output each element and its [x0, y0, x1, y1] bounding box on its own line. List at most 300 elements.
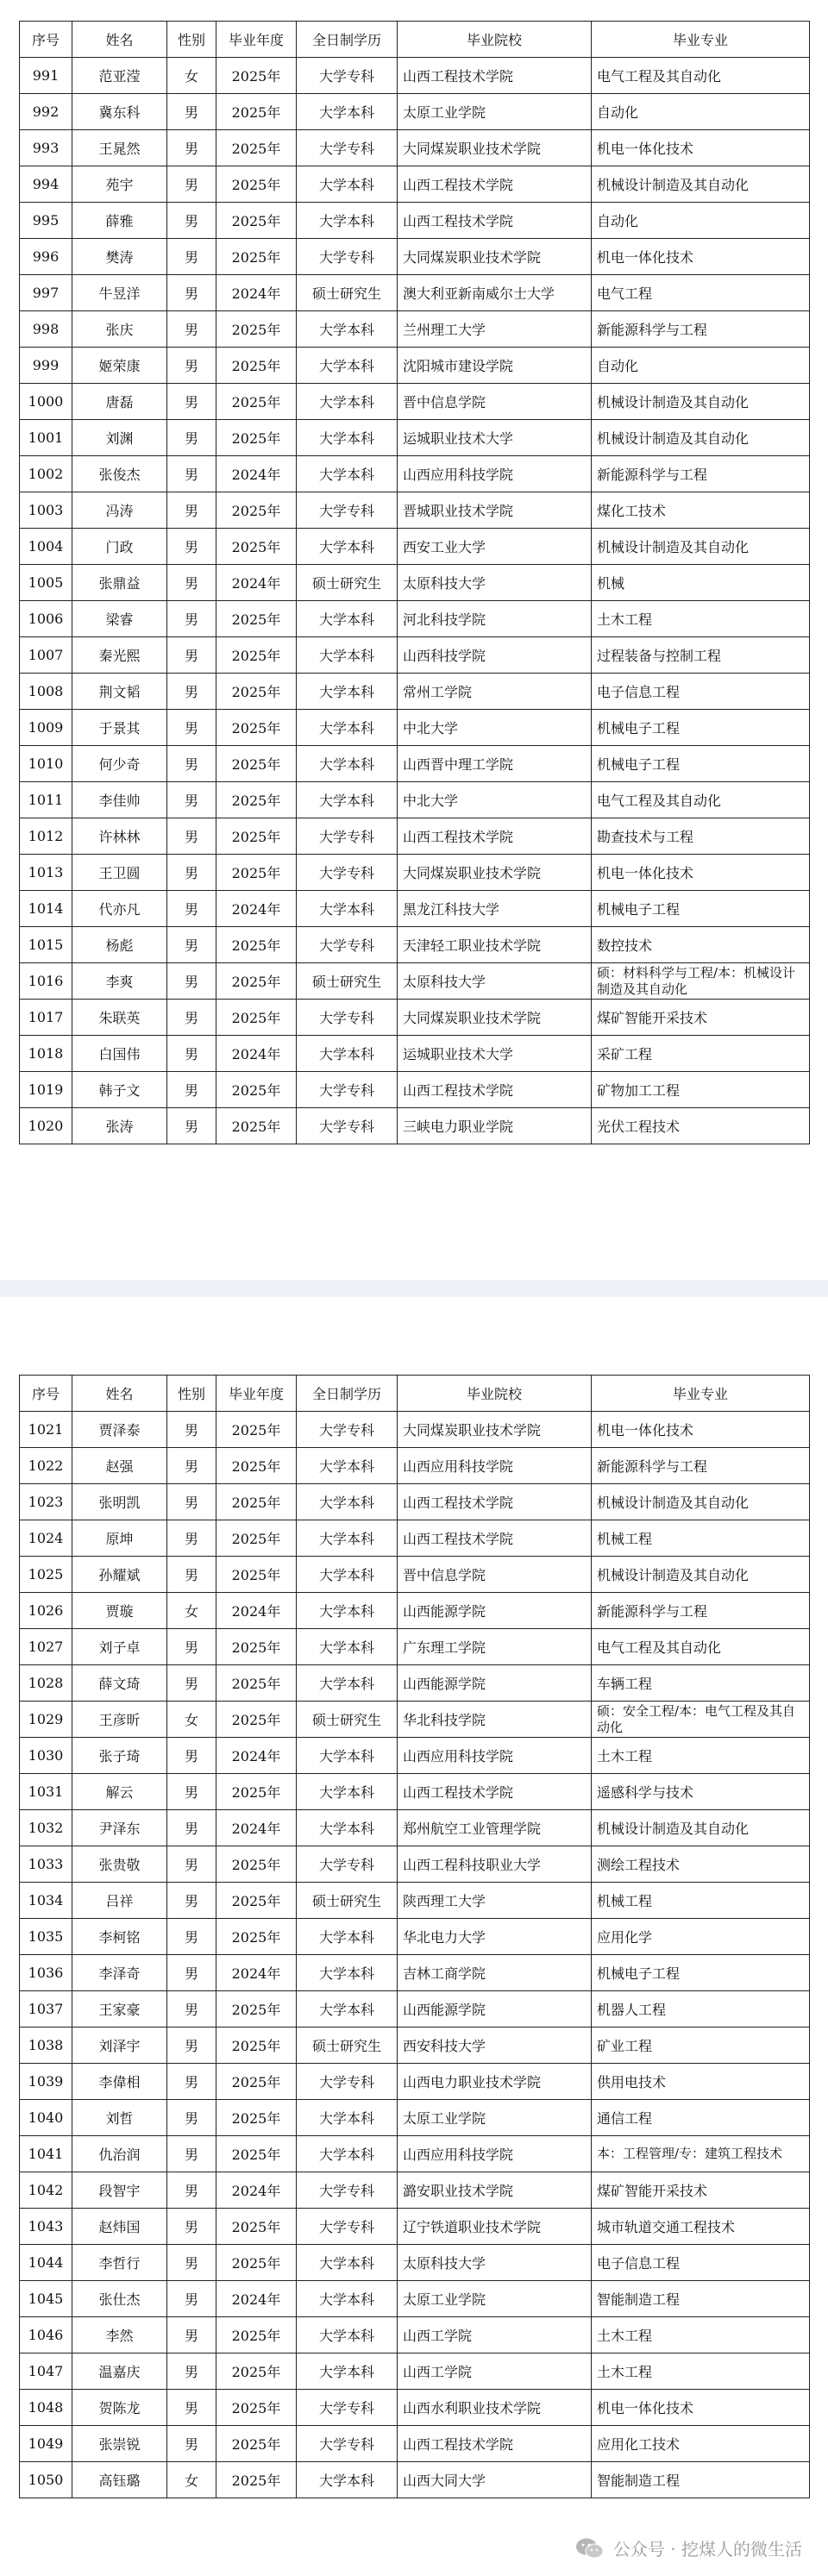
header-gender: 性别	[167, 1376, 216, 1412]
table-row	[20, 2390, 810, 2426]
header-degree: 全日制学历	[297, 1376, 398, 1412]
year-cell: 2024年	[216, 1955, 297, 1991]
table-row	[20, 1000, 810, 1036]
gender-cell: 男	[167, 2209, 216, 2245]
major-cell: 电子信息工程	[592, 674, 810, 710]
name-cell: 赵强	[72, 1448, 167, 1484]
seq-cell: 1005	[20, 565, 72, 601]
table-row	[20, 2172, 810, 2209]
seq-cell: 1023	[20, 1484, 72, 1520]
degree-cell: 大学本科	[297, 746, 398, 782]
major-cell: 电气工程及其自动化	[592, 58, 810, 94]
degree-cell: 大学本科	[297, 1738, 398, 1774]
name-cell: 门政	[72, 529, 167, 565]
gender-cell: 男	[167, 1955, 216, 1991]
major-cell: 土木工程	[592, 2317, 810, 2353]
gender-cell: 男	[167, 1520, 216, 1557]
name-cell: 赵炜国	[72, 2209, 167, 2245]
school-cell: 山西能源学院	[398, 1593, 592, 1629]
degree-cell: 大学本科	[297, 2353, 398, 2390]
name-cell: 杨彪	[72, 927, 167, 963]
major-cell: 新能源科学与工程	[592, 1448, 810, 1484]
seq-cell: 1010	[20, 746, 72, 782]
table-row	[20, 1629, 810, 1665]
degree-cell: 大学本科	[297, 2245, 398, 2281]
header-gender: 性别	[167, 22, 216, 58]
table-row	[20, 1883, 810, 1919]
major-cell: 自动化	[592, 348, 810, 384]
page-2	[0, 1297, 828, 2576]
seq-cell: 1033	[20, 1846, 72, 1883]
table-row	[20, 348, 810, 384]
school-cell: 山西能源学院	[398, 1665, 592, 1702]
seq-cell: 1025	[20, 1557, 72, 1593]
seq-cell: 1017	[20, 1000, 72, 1036]
school-cell: 广东理工学院	[398, 1629, 592, 1665]
table-row	[20, 674, 810, 710]
gender-cell: 男	[167, 1810, 216, 1846]
degree-cell: 硕士研究生	[297, 565, 398, 601]
gender-cell: 男	[167, 637, 216, 674]
gender-cell: 男	[167, 2390, 216, 2426]
table-row	[20, 2317, 810, 2353]
header-name: 姓名	[72, 22, 167, 58]
school-cell: 晋城职业技术学院	[398, 492, 592, 529]
degree-cell: 大学专科	[297, 1108, 398, 1144]
table-row	[20, 1448, 810, 1484]
major-cell: 自动化	[592, 203, 810, 239]
name-cell: 贾泽泰	[72, 1412, 167, 1448]
table-row	[20, 963, 810, 1000]
gender-cell: 男	[167, 456, 216, 492]
school-cell: 澳大利亚新南威尔士大学	[398, 275, 592, 311]
seq-cell: 1006	[20, 601, 72, 637]
gender-cell: 女	[167, 1702, 216, 1738]
seq-cell: 1031	[20, 1774, 72, 1810]
table-body-page-1	[20, 58, 810, 1144]
school-cell: 山西大同大学	[398, 2462, 592, 2498]
school-cell: 大同煤炭职业技术学院	[398, 1000, 592, 1036]
header-year: 毕业年度	[216, 22, 297, 58]
degree-cell: 大学本科	[297, 1991, 398, 2028]
major-cell: 机械设计制造及其自动化	[592, 1484, 810, 1520]
table-row	[20, 637, 810, 674]
seq-cell: 1027	[20, 1629, 72, 1665]
major-cell: 机器人工程	[592, 1991, 810, 2028]
gender-cell: 男	[167, 1738, 216, 1774]
gender-cell: 男	[167, 239, 216, 275]
table-row	[20, 2209, 810, 2245]
major-cell: 硕：材料科学与工程/本：机械设计制造及其自动化	[592, 963, 810, 1000]
name-cell: 李泽奇	[72, 1955, 167, 1991]
table-row	[20, 2100, 810, 2136]
school-cell: 中北大学	[398, 782, 592, 818]
degree-cell: 大学本科	[297, 1448, 398, 1484]
name-cell: 牛昱洋	[72, 275, 167, 311]
major-cell: 新能源科学与工程	[592, 456, 810, 492]
year-cell: 2025年	[216, 1557, 297, 1593]
roster-table-page-2	[19, 1375, 810, 2498]
degree-cell: 大学专科	[297, 1000, 398, 1036]
name-cell: 段智宇	[72, 2172, 167, 2209]
seq-cell: 1050	[20, 2462, 72, 2498]
year-cell: 2024年	[216, 456, 297, 492]
name-cell: 张鼎益	[72, 565, 167, 601]
header-school: 毕业院校	[398, 22, 592, 58]
name-cell: 张明凯	[72, 1484, 167, 1520]
seq-cell: 1024	[20, 1520, 72, 1557]
year-cell: 2025年	[216, 492, 297, 529]
year-cell: 2025年	[216, 2209, 297, 2245]
table-row	[20, 203, 810, 239]
seq-cell: 1041	[20, 2136, 72, 2172]
name-cell: 苑宇	[72, 166, 167, 203]
degree-cell: 大学本科	[297, 94, 398, 130]
major-cell: 电子信息工程	[592, 2245, 810, 2281]
gender-cell: 男	[167, 710, 216, 746]
major-cell: 自动化	[592, 94, 810, 130]
table-row	[20, 927, 810, 963]
seq-cell: 1018	[20, 1036, 72, 1072]
year-cell: 2025年	[216, 2064, 297, 2100]
school-cell: 黑龙江科技大学	[398, 891, 592, 927]
gender-cell: 男	[167, 420, 216, 456]
header-name: 姓名	[72, 1376, 167, 1412]
major-cell: 应用化学	[592, 1919, 810, 1955]
year-cell: 2025年	[216, 2462, 297, 2498]
table-row	[20, 2245, 810, 2281]
gender-cell: 男	[167, 1484, 216, 1520]
seq-cell: 1048	[20, 2390, 72, 2426]
seq-cell: 1016	[20, 963, 72, 1000]
degree-cell: 大学本科	[297, 420, 398, 456]
degree-cell: 大学专科	[297, 2209, 398, 2245]
degree-cell: 大学专科	[297, 818, 398, 855]
degree-cell: 大学专科	[297, 2426, 398, 2462]
school-cell: 河北科技学院	[398, 601, 592, 637]
year-cell: 2025年	[216, 1000, 297, 1036]
school-cell: 太原工业学院	[398, 2100, 592, 2136]
seq-cell: 1043	[20, 2209, 72, 2245]
major-cell: 采矿工程	[592, 1036, 810, 1072]
school-cell: 中北大学	[398, 710, 592, 746]
school-cell: 山西工学院	[398, 2317, 592, 2353]
year-cell: 2025年	[216, 239, 297, 275]
year-cell: 2025年	[216, 1072, 297, 1108]
name-cell: 张涛	[72, 1108, 167, 1144]
major-cell: 机械设计制造及其自动化	[592, 1810, 810, 1846]
major-cell: 遥感科学与技术	[592, 1774, 810, 1810]
year-cell: 2024年	[216, 275, 297, 311]
seq-cell: 1020	[20, 1108, 72, 1144]
gender-cell: 女	[167, 1593, 216, 1629]
year-cell: 2025年	[216, 1846, 297, 1883]
seq-cell: 1026	[20, 1593, 72, 1629]
major-cell: 车辆工程	[592, 1665, 810, 1702]
name-cell: 代亦凡	[72, 891, 167, 927]
gender-cell: 男	[167, 1036, 216, 1072]
gender-cell: 男	[167, 1883, 216, 1919]
table-row	[20, 1702, 810, 1738]
gender-cell: 男	[167, 2028, 216, 2064]
year-cell: 2024年	[216, 1593, 297, 1629]
table-row	[20, 1738, 810, 1774]
degree-cell: 大学本科	[297, 1520, 398, 1557]
school-cell: 大同煤炭职业技术学院	[398, 1412, 592, 1448]
school-cell: 晋中信息学院	[398, 384, 592, 420]
major-cell: 应用化工技术	[592, 2426, 810, 2462]
degree-cell: 大学本科	[297, 384, 398, 420]
seq-cell: 1029	[20, 1702, 72, 1738]
table-row	[20, 1108, 810, 1144]
degree-cell: 大学专科	[297, 1412, 398, 1448]
name-cell: 许林林	[72, 818, 167, 855]
major-cell: 机械电子工程	[592, 710, 810, 746]
year-cell: 2024年	[216, 565, 297, 601]
degree-cell: 大学本科	[297, 1665, 398, 1702]
table-row	[20, 710, 810, 746]
table-row	[20, 529, 810, 565]
year-cell: 2025年	[216, 1774, 297, 1810]
table-row	[20, 1412, 810, 1448]
year-cell: 2025年	[216, 1484, 297, 1520]
gender-cell: 男	[167, 818, 216, 855]
degree-cell: 大学本科	[297, 1557, 398, 1593]
gender-cell: 男	[167, 2281, 216, 2317]
major-cell: 智能制造工程	[592, 2281, 810, 2317]
school-cell: 山西工程技术学院	[398, 58, 592, 94]
gender-cell: 男	[167, 130, 216, 166]
major-cell: 矿物加工工程	[592, 1072, 810, 1108]
year-cell: 2025年	[216, 818, 297, 855]
year-cell: 2024年	[216, 1738, 297, 1774]
header-major: 毕业专业	[592, 22, 810, 58]
school-cell: 山西工程技术学院	[398, 1774, 592, 1810]
school-cell: 太原工业学院	[398, 2281, 592, 2317]
seq-cell: 1001	[20, 420, 72, 456]
seq-cell: 1028	[20, 1665, 72, 1702]
degree-cell: 大学专科	[297, 1072, 398, 1108]
seq-cell: 1021	[20, 1412, 72, 1448]
year-cell: 2025年	[216, 927, 297, 963]
degree-cell: 大学专科	[297, 492, 398, 529]
name-cell: 王卫圆	[72, 855, 167, 891]
degree-cell: 大学本科	[297, 674, 398, 710]
year-cell: 2025年	[216, 601, 297, 637]
gender-cell: 男	[167, 891, 216, 927]
major-cell: 机械设计制造及其自动化	[592, 166, 810, 203]
gender-cell: 男	[167, 2245, 216, 2281]
year-cell: 2024年	[216, 891, 297, 927]
major-cell: 煤化工技术	[592, 492, 810, 529]
table-row	[20, 1557, 810, 1593]
degree-cell: 大学专科	[297, 239, 398, 275]
seq-cell: 1019	[20, 1072, 72, 1108]
name-cell: 孙耀斌	[72, 1557, 167, 1593]
degree-cell: 大学本科	[297, 1484, 398, 1520]
year-cell: 2025年	[216, 855, 297, 891]
name-cell: 刘渊	[72, 420, 167, 456]
year-cell: 2025年	[216, 1520, 297, 1557]
seq-cell: 1022	[20, 1448, 72, 1484]
major-cell: 电气工程及其自动化	[592, 1629, 810, 1665]
gender-cell: 男	[167, 1629, 216, 1665]
degree-cell: 大学专科	[297, 58, 398, 94]
major-cell: 机械设计制造及其自动化	[592, 1557, 810, 1593]
table-row	[20, 1774, 810, 1810]
name-cell: 刘哲	[72, 2100, 167, 2136]
degree-cell: 大学专科	[297, 1846, 398, 1883]
year-cell: 2025年	[216, 2426, 297, 2462]
major-cell: 机械设计制造及其自动化	[592, 384, 810, 420]
name-cell: 李然	[72, 2317, 167, 2353]
table-row	[20, 1919, 810, 1955]
table-row	[20, 420, 810, 456]
seq-cell: 1009	[20, 710, 72, 746]
year-cell: 2025年	[216, 746, 297, 782]
gender-cell: 男	[167, 348, 216, 384]
major-cell: 电气工程及其自动化	[592, 782, 810, 818]
major-cell: 供用电技术	[592, 2064, 810, 2100]
gender-cell: 男	[167, 1846, 216, 1883]
name-cell: 张俊杰	[72, 456, 167, 492]
name-cell: 吕祥	[72, 1883, 167, 1919]
degree-cell: 大学专科	[297, 130, 398, 166]
name-cell: 何少奇	[72, 746, 167, 782]
year-cell: 2025年	[216, 348, 297, 384]
major-cell: 机电一体化技术	[592, 239, 810, 275]
name-cell: 薛文琦	[72, 1665, 167, 1702]
seq-cell: 1000	[20, 384, 72, 420]
table-row	[20, 1810, 810, 1846]
name-cell: 秦光熙	[72, 637, 167, 674]
degree-cell: 大学本科	[297, 1629, 398, 1665]
degree-cell: 大学本科	[297, 348, 398, 384]
school-cell: 山西工程技术学院	[398, 166, 592, 203]
table-row	[20, 1072, 810, 1108]
school-cell: 常州工学院	[398, 674, 592, 710]
seq-cell: 1032	[20, 1810, 72, 1846]
gender-cell: 男	[167, 1448, 216, 1484]
gender-cell: 男	[167, 94, 216, 130]
seq-cell: 1040	[20, 2100, 72, 2136]
table-body-page-2	[20, 1412, 810, 2498]
major-cell: 新能源科学与工程	[592, 311, 810, 348]
name-cell: 王家豪	[72, 1991, 167, 2028]
school-cell: 运城职业技术大学	[398, 420, 592, 456]
gender-cell: 男	[167, 275, 216, 311]
year-cell: 2025年	[216, 1412, 297, 1448]
table-row	[20, 1991, 810, 2028]
school-cell: 大同煤炭职业技术学院	[398, 130, 592, 166]
year-cell: 2025年	[216, 529, 297, 565]
seq-cell: 1004	[20, 529, 72, 565]
school-cell: 山西工程技术学院	[398, 1520, 592, 1557]
seq-cell: 1045	[20, 2281, 72, 2317]
page-1	[0, 0, 828, 1280]
seq-cell: 999	[20, 348, 72, 384]
seq-cell: 995	[20, 203, 72, 239]
name-cell: 于景其	[72, 710, 167, 746]
seq-cell: 1036	[20, 1955, 72, 1991]
school-cell: 陕西理工大学	[398, 1883, 592, 1919]
year-cell: 2025年	[216, 1919, 297, 1955]
roster-table-page-1	[19, 21, 810, 1144]
school-cell: 大同煤炭职业技术学院	[398, 239, 592, 275]
school-cell: 山西应用科技学院	[398, 1738, 592, 1774]
year-cell: 2025年	[216, 1702, 297, 1738]
table-row	[20, 58, 810, 94]
degree-cell: 大学专科	[297, 2390, 398, 2426]
table-row	[20, 275, 810, 311]
gender-cell: 男	[167, 1000, 216, 1036]
header-seq: 序号	[20, 22, 72, 58]
table-row	[20, 384, 810, 420]
school-cell: 西安工业大学	[398, 529, 592, 565]
year-cell: 2025年	[216, 1665, 297, 1702]
major-cell: 煤矿智能开采技术	[592, 2172, 810, 2209]
seq-cell: 998	[20, 311, 72, 348]
major-cell: 土木工程	[592, 601, 810, 637]
gender-cell: 男	[167, 529, 216, 565]
table-row	[20, 130, 810, 166]
degree-cell: 大学本科	[297, 2100, 398, 2136]
seq-cell: 1049	[20, 2426, 72, 2462]
name-cell: 王彦昕	[72, 1702, 167, 1738]
major-cell: 新能源科学与工程	[592, 1593, 810, 1629]
year-cell: 2025年	[216, 2353, 297, 2390]
seq-cell: 1030	[20, 1738, 72, 1774]
year-cell: 2025年	[216, 2390, 297, 2426]
name-cell: 刘子卓	[72, 1629, 167, 1665]
gender-cell: 男	[167, 1665, 216, 1702]
year-cell: 2025年	[216, 58, 297, 94]
year-cell: 2025年	[216, 311, 297, 348]
seq-cell: 1034	[20, 1883, 72, 1919]
table-row	[20, 1484, 810, 1520]
major-cell: 通信工程	[592, 2100, 810, 2136]
major-cell: 机械工程	[592, 1883, 810, 1919]
school-cell: 运城职业技术大学	[398, 1036, 592, 1072]
year-cell: 2025年	[216, 166, 297, 203]
major-cell: 机械工程	[592, 1520, 810, 1557]
seq-cell: 1037	[20, 1991, 72, 2028]
year-cell: 2024年	[216, 1036, 297, 1072]
wechat-icon	[575, 2537, 605, 2560]
watermark	[575, 2535, 802, 2560]
year-cell: 2025年	[216, 963, 297, 1000]
year-cell: 2025年	[216, 94, 297, 130]
school-cell: 华北电力大学	[398, 1919, 592, 1955]
major-cell: 土木工程	[592, 1738, 810, 1774]
table-row	[20, 1036, 810, 1072]
name-cell: 李爽	[72, 963, 167, 1000]
year-cell: 2025年	[216, 637, 297, 674]
table-row	[20, 239, 810, 275]
table-row	[20, 746, 810, 782]
year-cell: 2025年	[216, 2317, 297, 2353]
gender-cell: 男	[167, 203, 216, 239]
year-cell: 2025年	[216, 1629, 297, 1665]
name-cell: 冀东科	[72, 94, 167, 130]
seq-cell: 996	[20, 239, 72, 275]
degree-cell: 大学本科	[297, 311, 398, 348]
seq-cell: 1003	[20, 492, 72, 529]
seq-cell: 1007	[20, 637, 72, 674]
table-row	[20, 311, 810, 348]
table-row	[20, 1520, 810, 1557]
seq-cell: 1011	[20, 782, 72, 818]
